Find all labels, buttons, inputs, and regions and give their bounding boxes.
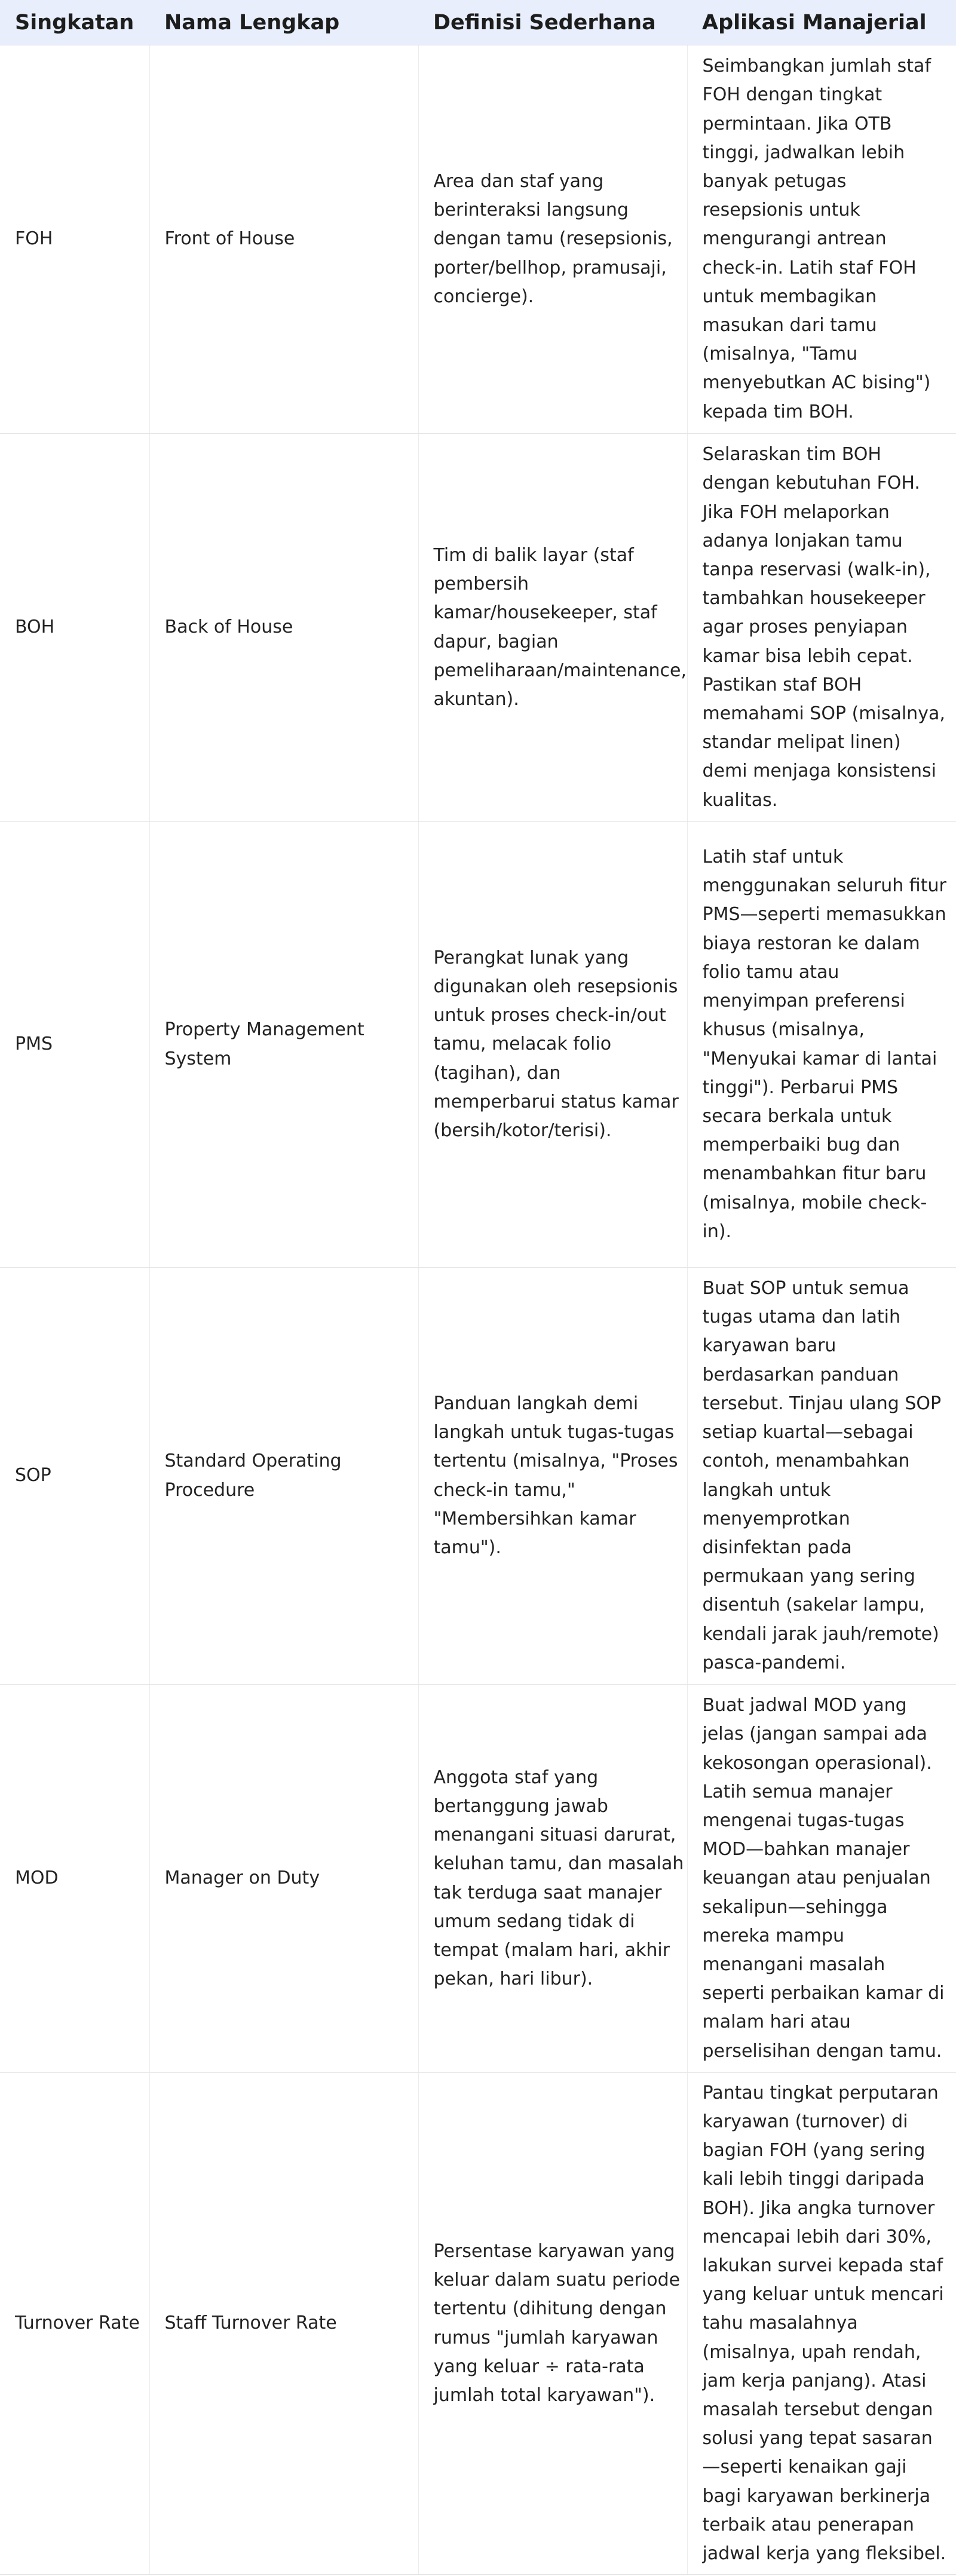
cell-application: Buat jadwal MOD yang jelas (jangan sampai ada kekosongan operasional). Latih semua manajer mengenai tugas-tugas MOD—bahkan manajer keuangan atau penjualan sekalipun—sehingga mereka mampu menangani masalah seperti perbaikan kamar di malam hari atau perselisihan dengan tamu. (687, 1685, 956, 2073)
table-row (0, 45, 956, 434)
table-row (0, 1268, 956, 1685)
cell-abbreviation: BOH (0, 434, 149, 822)
table-row (0, 2073, 956, 2575)
header-abbreviation: Singkatan (0, 0, 149, 45)
cell-abbreviation: FOH (0, 45, 149, 434)
cell-definition: Tim di balik layar (staf pembersih kamar/housekeeper, staf dapur, bagian pemeliharaan/maintenance, akuntan). (418, 434, 687, 822)
cell-full-name: Staff Turnover Rate (149, 2073, 418, 2575)
cell-definition: Perangkat lunak yang digunakan oleh resepsionis untuk proses check-in/out tamu, melacak folio (tagihan), dan memperbarui status kamar (bersih/kotor/terisi). (418, 822, 687, 1268)
header-row (0, 0, 956, 45)
header-definition: Definisi Sederhana (418, 0, 687, 45)
cell-application: Seimbangkan jumlah staf FOH dengan tingkat permintaan. Jika OTB tinggi, jadwalkan lebih banyak petugas resepsionis untuk mengurangi antrean check-in. Latih staf FOH untuk membagikan masukan dari tamu (misalnya, "Tamu menyebutkan AC bising") kepada tim BOH. (687, 45, 956, 434)
cell-abbreviation: SOP (0, 1268, 149, 1685)
cell-abbreviation: MOD (0, 1685, 149, 2073)
cell-definition: Area dan staf yang berinteraksi langsung dengan tamu (resepsionis, porter/bellhop, pramusaji, concierge). (418, 45, 687, 434)
header-application: Aplikasi Manajerial (687, 0, 956, 45)
cell-definition: Anggota staf yang bertanggung jawab menangani situasi darurat, keluhan tamu, dan masalah tak terduga saat manajer umum sedang tidak di tempat (malam hari, akhir pekan, hari libur). (418, 1685, 687, 2073)
table-body (0, 45, 956, 2575)
cell-abbreviation: PMS (0, 822, 149, 1268)
cell-full-name: Front of House (149, 45, 418, 434)
cell-full-name: Property Management System (149, 822, 418, 1268)
table-row (0, 822, 956, 1268)
cell-abbreviation: Turnover Rate (0, 2073, 149, 2575)
cell-full-name: Manager on Duty (149, 1685, 418, 2073)
cell-application: Selaraskan tim BOH dengan kebutuhan FOH. Jika FOH melaporkan adanya lonjakan tamu tanpa reservasi (walk-in), tambahkan housekeeper agar proses penyiapan kamar bisa lebih cepat. Pastikan staf BOH memahami SOP (misalnya, standar melipat linen) demi menjaga konsistensi kualitas. (687, 434, 956, 822)
cell-application: Buat SOP untuk semua tugas utama dan latih karyawan baru berdasarkan panduan tersebut. Tinjau ulang SOP setiap kuartal—sebagai contoh, menambahkan langkah untuk menyemprotkan disinfektan pada permukaan yang sering disentuh (sakelar lampu, kendali jarak jauh/remote) pasca-pandemi. (687, 1268, 956, 1685)
cell-full-name: Standard Operating Procedure (149, 1268, 418, 1685)
table-row (0, 434, 956, 822)
table-header (0, 0, 956, 45)
cell-full-name: Back of House (149, 434, 418, 822)
cell-definition: Panduan langkah demi langkah untuk tugas-tugas tertentu (misalnya, "Proses check-in tamu," "Membersihkan kamar tamu"). (418, 1268, 687, 1685)
cell-application: Pantau tingkat perputaran karyawan (turnover) di bagian FOH (yang sering kali lebih tinggi daripada BOH). Jika angka turnover mencapai lebih dari 30%, lakukan survei kepada staf yang keluar untuk mencari tahu masalahnya (misalnya, upah rendah, jam kerja panjang). Atasi masalah tersebut dengan solusi yang tepat sasaran—seperti kenaikan gaji bagi karyawan berkinerja terbaik atau penerapan jadwal kerja yang fleksibel. (687, 2073, 956, 2575)
table-row (0, 1685, 956, 2073)
cell-definition: Persentase karyawan yang keluar dalam suatu periode tertentu (dihitung dengan rumus "jumlah karyawan yang keluar ÷ rata-rata jumlah total karyawan"). (418, 2073, 687, 2575)
cell-application: Latih staf untuk menggunakan seluruh fitur PMS—seperti memasukkan biaya restoran ke dalam folio tamu atau menyimpan preferensi khusus (misalnya, "Menyukai kamar di lantai tinggi"). Perbarui PMS secara berkala untuk memperbaiki bug dan menambahkan fitur baru (misalnya, mobile check-in). (687, 822, 956, 1268)
header-full-name: Nama Lengkap (149, 0, 418, 45)
